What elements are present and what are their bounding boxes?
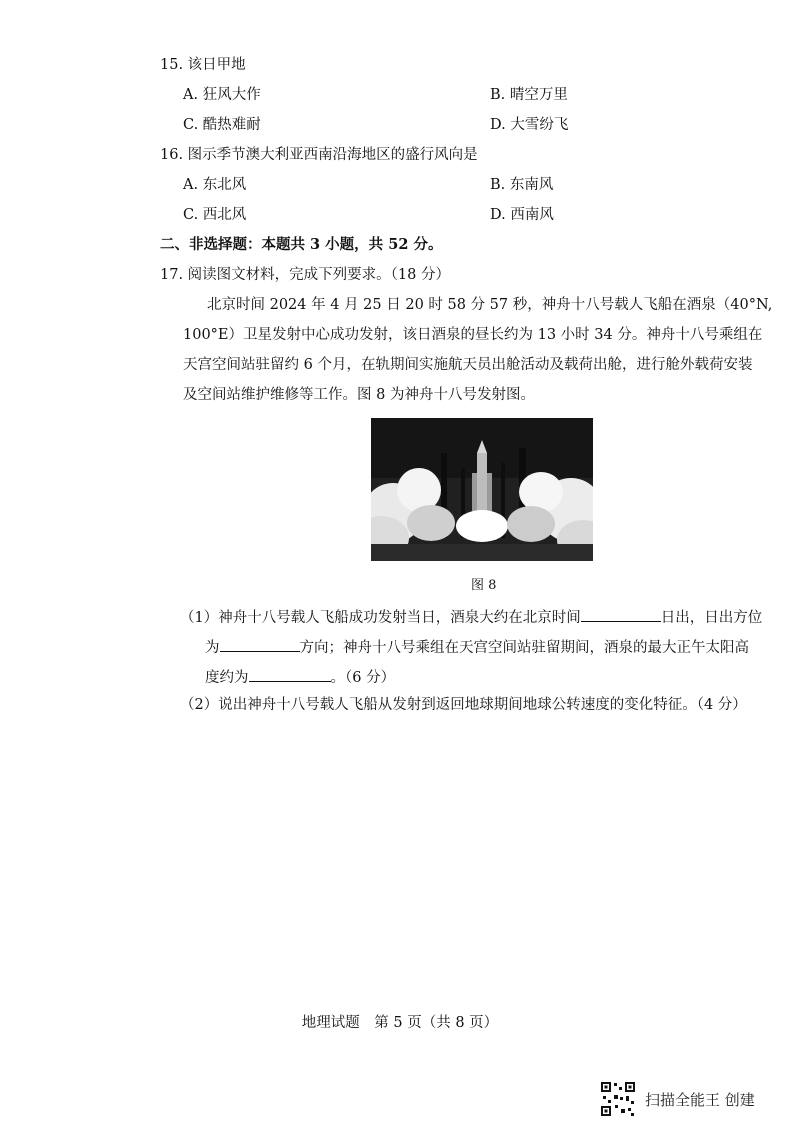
- answer-blank-solar-altitude[interactable]: [249, 665, 331, 682]
- q15-option-c: C. 酷热难耐: [183, 117, 261, 133]
- q17-para-line-2: 100°E）卫星发射中心成功发射，该日酒泉的昼长约为 13 小时 34 分。神舟十八号乘组在: [183, 327, 763, 343]
- q17-sub1-text-2b: 方向；神舟十八号乘组在天宫空间站驻留期间，酒泉的最大正午太阳高: [299, 640, 749, 656]
- q17-sub1-text-1a: （1）神舟十八号载人飞船成功发射当日，酒泉大约在北京时间: [180, 610, 581, 626]
- q16-option-d: D. 西南风: [490, 207, 554, 223]
- q15-option-b: B. 晴空万里: [490, 87, 568, 103]
- section-2-heading: 二、非选择题：本题共 3 小题，共 52 分。: [160, 236, 443, 253]
- answer-blank-sunrise-direction[interactable]: [220, 635, 300, 652]
- q16-option-c: C. 西北风: [183, 207, 247, 223]
- q17-sub1-line-2: [205, 635, 749, 658]
- rocket-launch-photo: [371, 418, 593, 561]
- q15-option-d: D. 大雪纷飞: [490, 117, 569, 133]
- answer-blank-sunrise-time[interactable]: [581, 605, 661, 622]
- q17-para-line-4: 及空间站维护维修等工作。图 8 为神舟十八号发射图。: [183, 387, 535, 403]
- q17-sub1-text-2a: 为: [205, 640, 220, 656]
- rocket-launch-illustration: [371, 418, 593, 561]
- q17-para-line-3: 天宫空间站驻留约 6 个月，在轨期间实施航天员出舱活动及载荷出舱，进行舱外载荷安装: [183, 357, 753, 373]
- q17-sub1-text-1b: 日出，日出方位: [660, 610, 763, 626]
- q16-option-b: B. 东南风: [490, 177, 554, 193]
- q17-sub1-line-3: [205, 665, 395, 688]
- q17-para-line-1: 北京时间 2024 年 4 月 25 日 20 时 58 分 57 秒，神舟十八号载人飞船在酒泉（40°N,: [207, 297, 773, 313]
- q17-sub1-line-1: [180, 605, 762, 628]
- scanner-watermark: 扫描全能王 创建: [645, 1091, 755, 1109]
- q17-sub1-text-3b: 。（6 分）: [330, 670, 396, 686]
- page-footer: 地理试题 第 5 页（共 8 页）: [301, 1015, 499, 1031]
- q17-sub1-text-3a: 度约为: [205, 670, 249, 686]
- q15-stem: 15. 该日甲地: [160, 57, 246, 73]
- q16-option-a: A. 东北风: [183, 177, 247, 193]
- q16-stem: 16. 图示季节澳大利亚西南沿海地区的盛行风向是: [160, 147, 478, 163]
- q17-sub2: （2）说出神舟十八号载人飞船从发射到返回地球期间地球公转速度的变化特征。（4 分）: [180, 697, 747, 713]
- figure-8-caption: 图 8: [471, 578, 497, 593]
- qr-code-icon: [600, 1081, 636, 1117]
- q17-stem: 17. 阅读图文材料，完成下列要求。（18 分）: [160, 267, 450, 283]
- q15-option-a: A. 狂风大作: [183, 87, 261, 103]
